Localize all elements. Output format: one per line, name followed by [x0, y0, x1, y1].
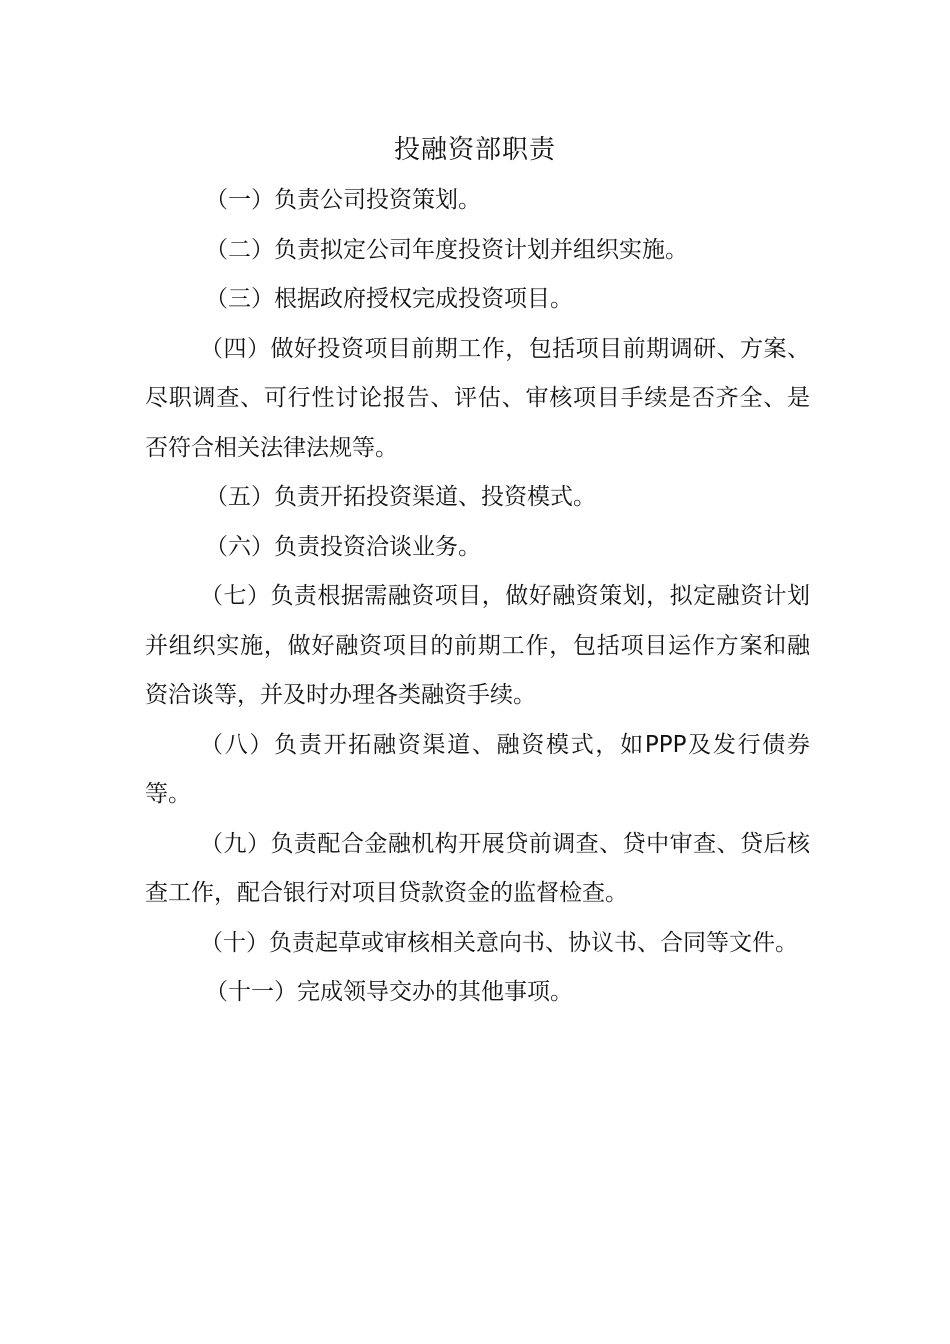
duty-item-7: （七）负责根据需融资项目，做好融资策划，拟定融资计划并组织实施，做好融资项目的前期工作，包括项目运作方案和融资洽谈等，并及时办理各类融资手续。 — [145, 583, 810, 708]
duty-item-1: （一）负责公司投资策划。 — [205, 187, 481, 213]
duty-item-10: （十）负责起草或审核相关意向书、协议书、合同等文件。 — [200, 929, 798, 956]
document-body — [145, 176, 810, 1018]
duty-item-3: （三）根据政府授权完成投资项目。 — [205, 286, 573, 312]
document-title: 投融资部职责 — [393, 135, 556, 165]
duty-item-9: （九）负责配合金融机构开展贷前调查、贷中审查、贷后核查工作，配合银行对项目贷款资金的监督检查。 — [145, 830, 810, 906]
duty-item-6: （六）负责投资洽谈业务。 — [205, 533, 481, 560]
duty-item-8: （八）负责开拓融资渠道、融资模式，如PPP及发行债券等。 — [145, 731, 810, 807]
duty-item-11: （十一）完成领导交办的其他事项。 — [205, 979, 573, 1005]
duty-item-2: （二）负责拟定公司年度投资计划并组织实施。 — [205, 236, 688, 263]
duty-item-4: （四）做好投资项目前期工作，包括项目前期调研、方案、尽职调查、可行性讨论报告、评估、审核项目手续是否齐全、是否符合相关法律法规等。 — [145, 335, 810, 461]
duty-item-5: （五）负责开拓投资渠道、投资模式。 — [205, 484, 596, 510]
